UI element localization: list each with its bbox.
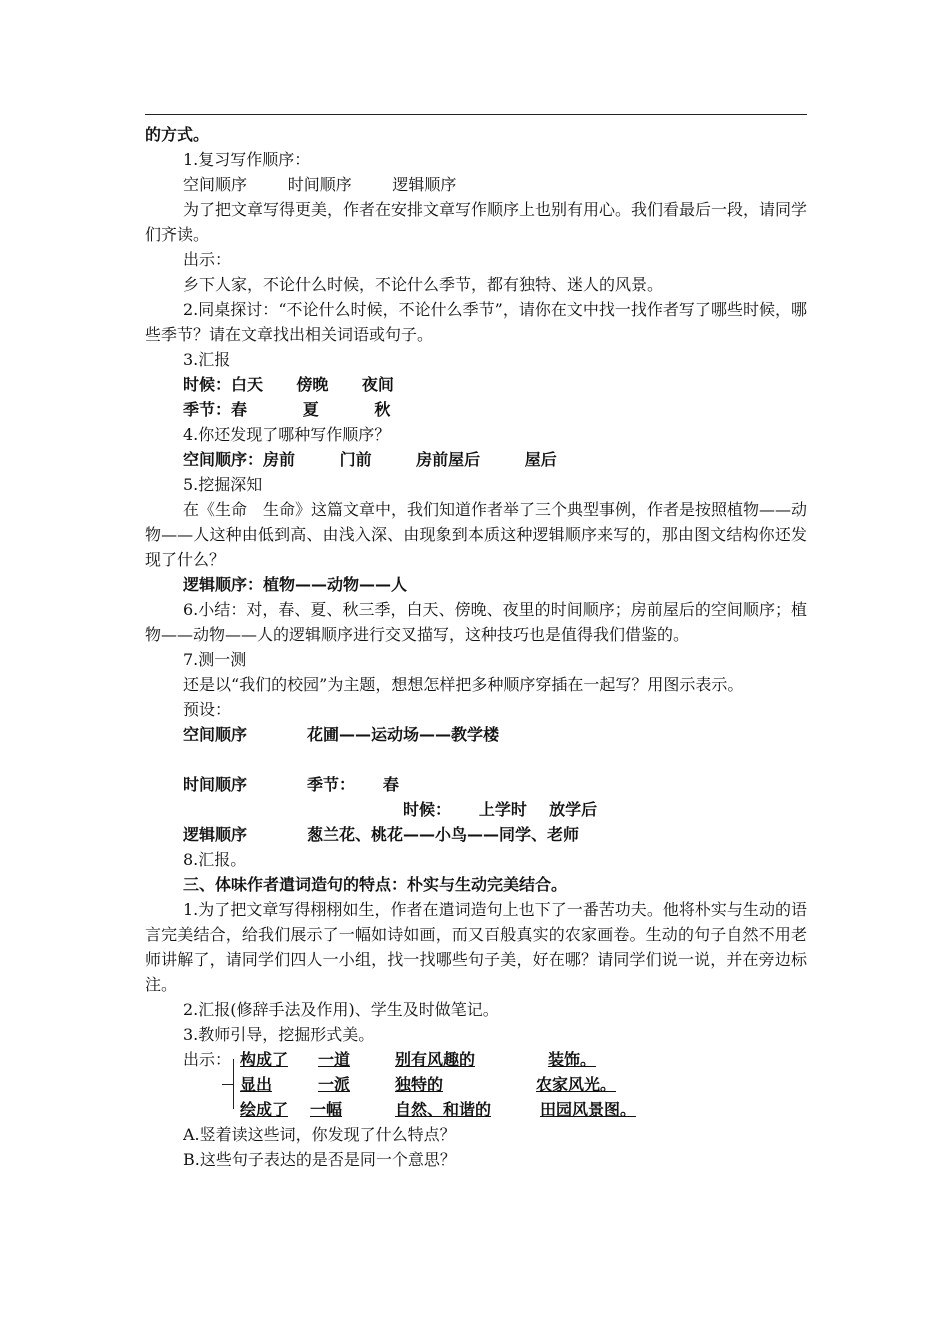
logic-order: 逻辑顺序：植物——动物——人 (183, 575, 408, 594)
display-word: 绘成了 (240, 1100, 289, 1119)
paragraph-wording: 1.为了把文章写得栩栩如生，作者在遣词造句上也下了一番苦功夫。他将朴实与生动的语言完美结合，给我们展示了一幅如诗如画，而又百般真实的农家画卷。生动的句子自然不用老师讲解了，请同学们四人一小组，找一找哪些句子美，好在哪？请同学们说一说，并在旁边标注。 (145, 900, 807, 994)
display-word: 一派 (318, 1075, 351, 1094)
display-word: 显出 (240, 1075, 273, 1094)
preset-logic-value: 葱兰花、桃花——小鸟——同学、老师 (307, 825, 580, 844)
display-word: 别有风趣的 (395, 1050, 476, 1069)
step-test: 7.测一测 (183, 650, 247, 669)
order-types: 空间顺序 时间顺序 逻辑顺序 (183, 175, 457, 194)
step-other-order: 4.你还发现了哪种写作顺序？ (183, 425, 391, 444)
preset-time-moments: 时候： 上学时 放学后 (403, 800, 598, 819)
display-word: 田园风景图。 (540, 1100, 637, 1119)
document-body (145, 122, 807, 1172)
display-word: 一道 (318, 1050, 351, 1069)
step-report-8: 8.汇报。 (183, 850, 247, 869)
display-word: 一幅 (310, 1100, 343, 1119)
step-dig: 5.挖掘深知 (183, 475, 263, 494)
show-label: 出示： (183, 250, 232, 269)
preset-time-row (145, 772, 807, 797)
quote-sentence: 乡下人家，不论什么时候，不论什么季节，都有独特、迷人的风景。 (183, 275, 664, 294)
display-word: 装饰。 (548, 1050, 597, 1069)
display-label: 出示： (183, 1050, 232, 1069)
preset-space-row (145, 722, 807, 747)
time-list: 时候：白天 傍晚 夜间 (183, 375, 394, 394)
paragraph-intro: 为了把文章写得更美，作者在安排文章写作顺序上也别有用心。我们看最后一段，请同学们齐读。 (145, 200, 807, 244)
question-a: A.竖着读这些词，你发现了什么特点？ (183, 1125, 456, 1144)
step-report-notes: 2.汇报(修辞手法及作用)、学生及时做笔记。 (183, 1000, 499, 1019)
preset-space-label: 空间顺序 (183, 725, 248, 744)
preset-time-season: 季节： 春 (307, 775, 399, 794)
question-b: B.这些句子表达的是否是同一个意思？ (183, 1150, 456, 1169)
preset-time-label: 时间顺序 (183, 775, 248, 794)
season-list: 季节：春 夏 秋 (183, 400, 391, 419)
display-word: 自然、和谐的 (395, 1100, 492, 1119)
display-row (240, 1097, 637, 1122)
preset-logic-row (145, 822, 807, 847)
display-word: 农家风光。 (536, 1075, 617, 1094)
paragraph-campus: 还是以“我们的校园”为主题，想想怎样把多种顺序穿插在一起写？用图示表示。 (183, 675, 744, 694)
step-teacher-guide: 3.教师引导，挖掘形式美。 (183, 1025, 375, 1044)
display-word: 独特的 (395, 1075, 444, 1094)
paragraph-end: 的方式。 (145, 125, 210, 144)
step-review-order: 1.复习写作顺序： (183, 150, 311, 169)
step-report: 3.汇报 (183, 350, 231, 369)
display-row (240, 1047, 597, 1072)
space-order-list: 空间顺序：房前 门前 房前屋后 屋后 (183, 450, 557, 469)
display-word: 构成了 (240, 1050, 289, 1069)
display-row (240, 1072, 617, 1097)
paragraph-summary: 6.小结：对，春、夏、秋三季，白天、傍晚、夜里的时间顺序；房前屋后的空间顺序；植物——动物——人的逻辑顺序进行交叉描写，这种技巧也是值得我们借鉴的。 (145, 600, 807, 644)
header-rule (145, 114, 807, 115)
step-discuss: 2.同桌探讨：“不论什么时候，不论什么季节”，请你在文中找一找作者写了哪些时候，哪些季节？请在文章找出相关词语或句子。 (145, 300, 807, 344)
section-heading-3: 三、体味作者遣词造句的特点：朴实与生动完美结合。 (183, 875, 568, 894)
spacer (145, 747, 807, 772)
preset-label: 预设： (183, 700, 232, 719)
word-display (145, 1047, 807, 1122)
preset-space-value: 花圃——运动场——教学楼 (307, 725, 500, 744)
paragraph-life: 在《生命 生命》这篇文章中，我们知道作者举了三个典型事例，作者是按照植物——动物——人这种由低到高、由浅入深、由现象到本质这种逻辑顺序来写的，那由图文结构你还发现了什么？ (145, 500, 807, 569)
preset-logic-label: 逻辑顺序 (183, 825, 248, 844)
